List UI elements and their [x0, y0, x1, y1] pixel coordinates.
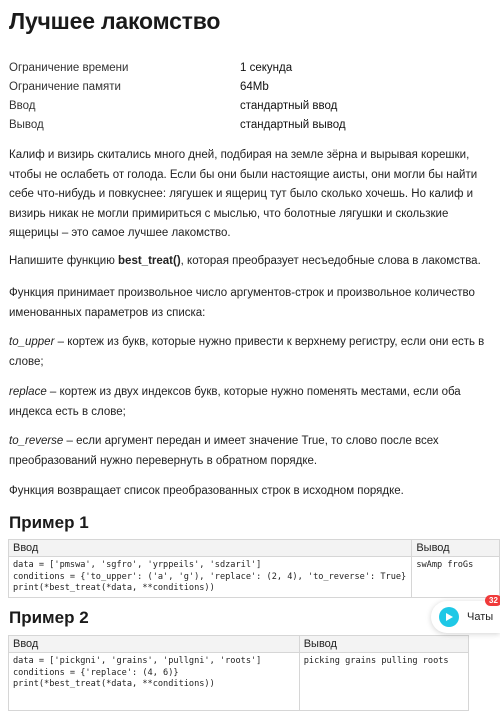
example-table-header	[9, 636, 468, 653]
param-name: to_upper	[9, 336, 55, 348]
param-desc: – кортеж из букв, которые нужно привести к верхнему регистру, если они есть в слове;	[9, 336, 485, 368]
example-2-table	[8, 635, 469, 711]
task-prefix: Напишите функцию	[9, 255, 119, 267]
param-desc: – если аргумент передан и имеет значение True, то слово после всех преобразований нужно перевернуть в обратном порядке.	[9, 435, 439, 467]
function-name: best_treat()	[118, 255, 181, 267]
statement-args: Функция принимает произвольное число аргументов-строк и произвольное количество именованных параметров из списка:	[9, 287, 475, 319]
param-to-upper	[9, 333, 491, 372]
param-to-reverse	[9, 432, 491, 471]
chat-unread-badge: 32	[485, 595, 500, 606]
statement-intro: Калиф и визирь скитались много дней, подбирая на земле зёрна и вырывая корешки, чтобы не ослабеть от голода. Если бы они были настоящие аисты, они могли бы найти себе что-нибудь и повкуснее: лягушек и ящериц тут было сколько хочешь. Но калиф и визирь никак не могли примириться с мыслью, что болотные лягушки и скользкие ящерицы – это самое лучшее лакомство.	[9, 149, 478, 239]
limit-row-time	[9, 58, 489, 77]
limit-value: стандартный вывод	[240, 118, 346, 131]
limit-label: Ограничение времени	[9, 61, 129, 74]
param-replace	[9, 383, 491, 422]
example-table-body	[9, 653, 468, 711]
example-output-code[interactable]: swAmp froGs	[411, 557, 499, 598]
limit-value: стандартный ввод	[240, 99, 338, 112]
limit-row-memory	[9, 77, 489, 96]
statement-task	[9, 252, 491, 272]
example-1-title: Пример 1	[9, 513, 89, 532]
limit-value: 64Mb	[240, 80, 269, 93]
output-header: Вывод	[299, 636, 468, 652]
input-header: Ввод	[13, 638, 39, 650]
chat-widget-button[interactable]	[431, 596, 500, 633]
example-input-code[interactable]: data = ['pmswa', 'sgfro', 'yrppeils', 'sdzaril'] conditions = {'to_upper': ('a', 'g'), 'replace': (2, 4), 'to_reverse': True} print(*best_treat(*data, **conditions))	[13, 560, 407, 593]
output-header: Вывод	[411, 540, 499, 556]
play-icon	[439, 607, 459, 627]
param-name: replace	[9, 386, 47, 398]
input-header: Ввод	[13, 542, 39, 554]
example-table-body	[9, 557, 499, 598]
example-1-table	[8, 539, 500, 598]
param-name: to_reverse	[9, 435, 64, 447]
example-output-code[interactable]: picking grains pulling roots	[299, 653, 468, 711]
limits-table	[9, 58, 489, 134]
limit-row-output	[9, 115, 489, 134]
chat-label: Чаты	[467, 611, 494, 623]
limit-label: Вывод	[9, 118, 44, 131]
task-suffix: , которая преобразует несъедобные слова в лакомства.	[180, 255, 481, 267]
example-input-code[interactable]: data = ['pickgni', 'grains', 'pullgni', 'roots'] conditions = {'replace': (4, 6)} print(*best_treat(*data, **conditions))	[13, 656, 262, 689]
limit-label: Ввод	[9, 99, 36, 112]
example-2-title: Пример 2	[9, 608, 89, 627]
example-table-header	[9, 540, 499, 557]
statement-returns: Функция возвращает список преобразованных строк в исходном порядке.	[9, 485, 404, 497]
limit-row-input	[9, 96, 489, 115]
limit-value: 1 секунда	[240, 61, 293, 74]
param-desc: – кортеж из двух индексов букв, которые нужно поменять местами, если оба индекса есть в слове;	[9, 386, 461, 418]
page-title: Лучшее лакомство	[9, 8, 221, 34]
limit-label: Ограничение памяти	[9, 80, 121, 93]
